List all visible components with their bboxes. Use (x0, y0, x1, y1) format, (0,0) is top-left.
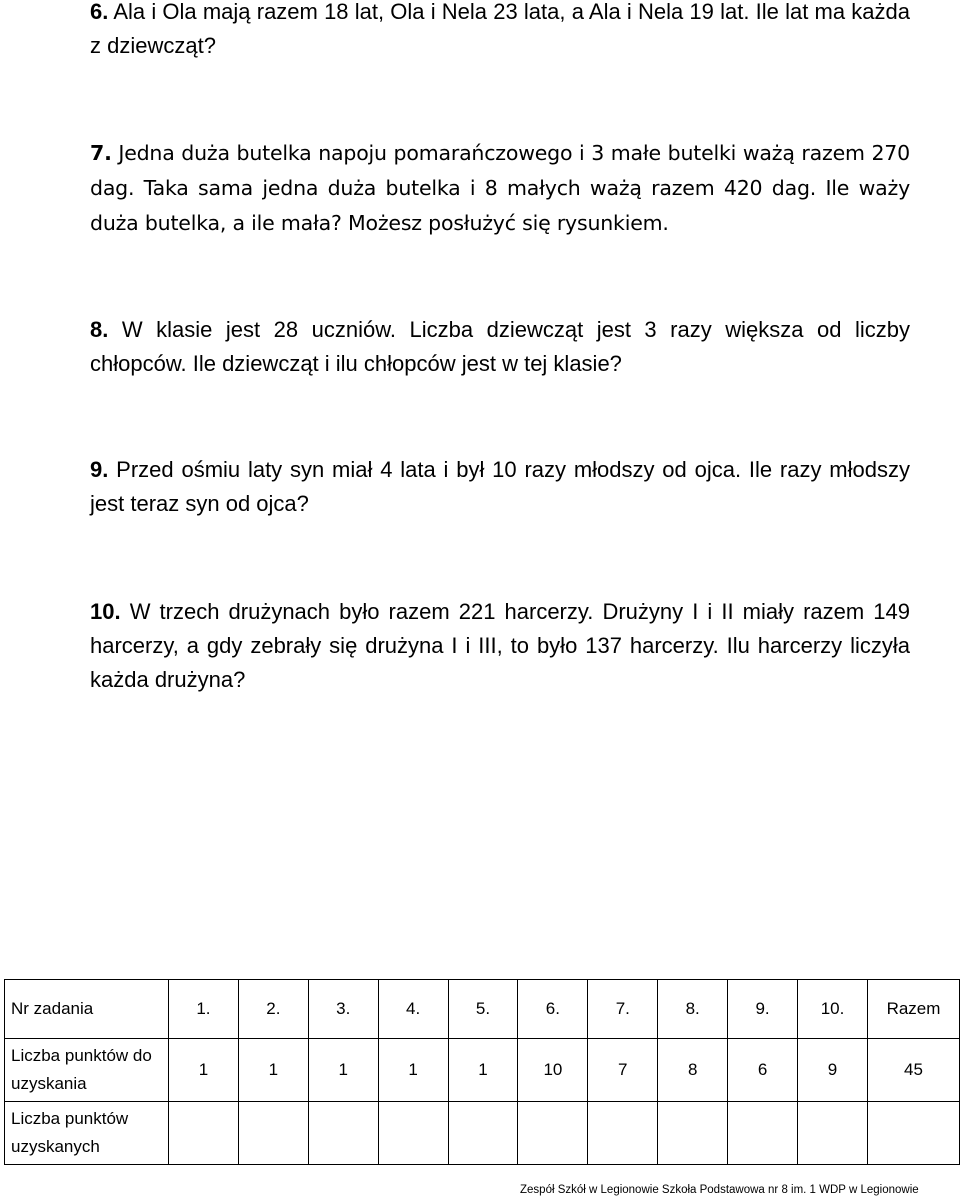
column-header: 7. (588, 980, 658, 1039)
earned-points-cell[interactable] (448, 1102, 518, 1165)
max-points-cell: 1 (308, 1039, 378, 1102)
max-points-label: Liczba punktów do uzyskania (5, 1039, 169, 1102)
column-header: 6. (518, 980, 588, 1039)
earned-points-label: Liczba punktów uzyskanych (5, 1102, 169, 1165)
column-header: 9. (728, 980, 798, 1039)
column-header-total: Razem (868, 980, 960, 1039)
max-points-cell: 10 (518, 1039, 588, 1102)
earned-points-cell[interactable] (378, 1102, 448, 1165)
score-table-header-row (5, 980, 960, 1039)
problem-number: 10. (90, 599, 121, 624)
header-label: Nr zadania (5, 980, 169, 1039)
problem-text: W klasie jest 28 uczniów. Liczba dziewcząt jest 3 razy większa od liczby chłopców. Ile dziewcząt i ilu chłopców jest w tej klasie? (90, 317, 910, 376)
column-header: 5. (448, 980, 518, 1039)
max-points-cell: 1 (238, 1039, 308, 1102)
earned-points-cell[interactable] (238, 1102, 308, 1165)
max-points-cell: 6 (728, 1039, 798, 1102)
earned-points-row (5, 1102, 960, 1165)
column-header: 2. (238, 980, 308, 1039)
earned-points-total[interactable] (868, 1102, 960, 1165)
earned-points-cell[interactable] (658, 1102, 728, 1165)
problem-text: Jedna duża butelka napoju pomarańczowego i 3 małe butelki ważą razem 270 dag. Taka sama jedna duża butelka i 8 małych ważą razem 420 dag. Ile waży duża butelka, a ile mała? Możesz posłużyć się rysunkiem. (90, 141, 910, 235)
earned-points-cell[interactable] (588, 1102, 658, 1165)
max-points-cell: 1 (448, 1039, 518, 1102)
page-footer: Zespół Szkół w Legionowie Szkoła Podstawowa nr 8 im. 1 WDP w Legionowie (520, 1184, 919, 1196)
problem-text: Ala i Ola mają razem 18 lat, Ola i Nela 23 lata, a Ala i Nela 19 lat. Ile lat ma każda z dziewcząt? (90, 0, 910, 58)
earned-points-cell[interactable] (518, 1102, 588, 1165)
problem-8 (90, 313, 910, 381)
column-header: 1. (169, 980, 239, 1039)
column-header: 10. (798, 980, 868, 1039)
column-header: 4. (378, 980, 448, 1039)
column-header: 8. (658, 980, 728, 1039)
max-points-cell: 7 (588, 1039, 658, 1102)
problem-number: 6. (90, 0, 109, 24)
problem-number: 8. (90, 317, 109, 342)
column-header: 3. (308, 980, 378, 1039)
problem-7 (90, 136, 910, 241)
score-table (4, 979, 960, 1165)
earned-points-cell[interactable] (308, 1102, 378, 1165)
problem-text: Przed ośmiu laty syn miał 4 lata i był 10 razy młodszy od ojca. Ile razy młodszy jest teraz syn od ojca? (90, 457, 910, 516)
max-points-cell: 1 (378, 1039, 448, 1102)
earned-points-cell[interactable] (798, 1102, 868, 1165)
max-points-row (5, 1039, 960, 1102)
earned-points-cell[interactable] (728, 1102, 798, 1165)
earned-points-cell[interactable] (169, 1102, 239, 1165)
problem-text: W trzech drużynach było razem 221 harcerzy. Drużyny I i II miały razem 149 harcerzy, a gdy zebrały się drużyna I i III, to było 137 harcerzy. Ilu harcerzy liczyła każda drużyna? (90, 599, 910, 692)
problem-number: 9. (90, 457, 109, 482)
problem-number: 7. (90, 141, 112, 165)
problem-6 (90, 0, 910, 63)
problem-9 (90, 453, 910, 521)
max-points-cell: 9 (798, 1039, 868, 1102)
max-points-cell: 1 (169, 1039, 239, 1102)
max-points-cell: 8 (658, 1039, 728, 1102)
problem-10 (90, 595, 910, 697)
max-points-total: 45 (868, 1039, 960, 1102)
